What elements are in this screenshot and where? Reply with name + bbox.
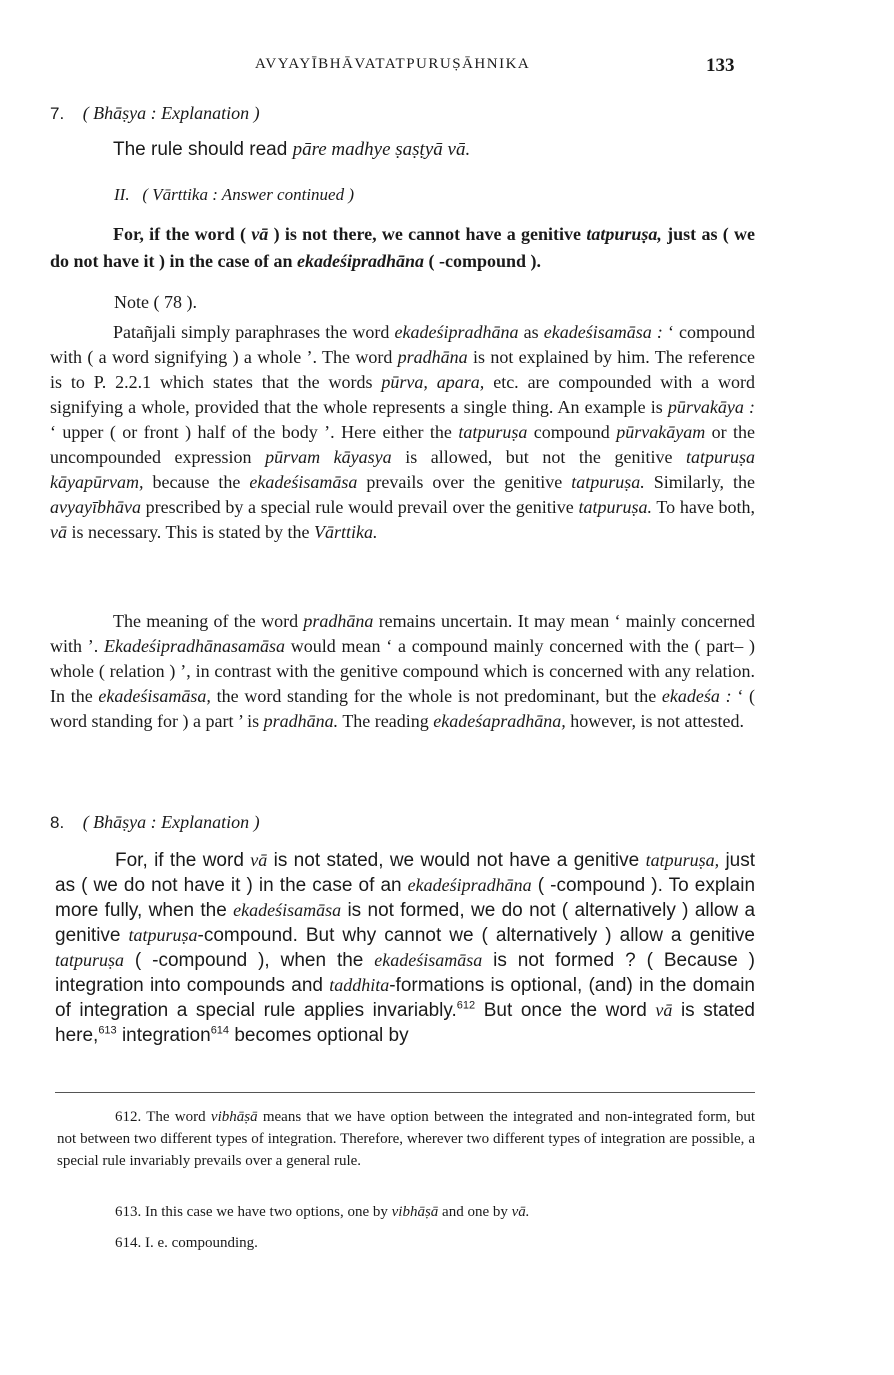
rule-statement: The rule should read pāre madhye ṣaṣṭyā vā. <box>113 139 471 160</box>
footnote-ref-613: 613 <box>98 1024 117 1037</box>
section-number: 8. <box>50 813 65 832</box>
section-title: ( Bhāṣya : Explanation ) <box>82 103 260 123</box>
varttika-text: For, if the word ( vā ) is not there, we cannot have a genitive tatpuruṣa, just as ( we do not have it ) in the case of an ekadeśipradhāna ( -compound ). <box>50 224 756 271</box>
note-label: Note ( 78 ). <box>114 292 197 312</box>
paragraph-1: Patañjali simply paraphrases the word ekadeśipradhāna as ekadeśisamāsa : ‘ compound with ( a word signifying ) a whole ’. The word pradhāna is not explained by him. The reference is to P. 2.2.1 which states that the words pūrva, apara, etc. are compounded with a word signifying a whole, provided that the whole represents a single thing. An example is pūrvakāya : ‘ upper ( or front ) half of the body ’. Here either the tatpuruṣa compound pūrvakāyam or the uncompounded expression pūrvam kāyasya is allowed, but not the genitive tatpuruṣa kāyapūrvam, because the ekadeśisamāsa prevails over the genitive tatpuruṣa. Similarly, the avyayībhāva prescribed by a special rule would prevail over the genitive tatpuruṣa. To have both, vā is necessary. This is stated by the Vārttika. <box>50 322 756 542</box>
footnote-ref-614: 614 <box>210 1024 230 1037</box>
footnote-614: 614. I. e. compounding. <box>115 1235 258 1251</box>
section-8-heading <box>50 812 260 833</box>
varttika-title: ( Vārttika : Answer continued ) <box>142 185 355 204</box>
section-7-heading <box>50 103 260 124</box>
varttika-heading <box>114 185 354 205</box>
footnote-612: 612. The word vibhāṣā means that we have option between the integrated and non-integrated form, but not between two different types of integration. Therefore, wherever two different types of integration are possible, a special rule invariably prevails over a general rule. <box>57 1109 756 1169</box>
page-number: 133 <box>706 55 735 76</box>
section-title: ( Bhāṣya : Explanation ) <box>82 812 260 832</box>
footnote-ref-612: 612 <box>456 999 476 1012</box>
paragraph-2: The meaning of the word pradhāna remains uncertain. It may mean ‘ mainly concerned with ’. Ekadeśipradhānasamāsa would mean ‘ a compound mainly concerned with the ( part– ) whole ( relation ) ’, in contrast with the genitive compound which is concerned with any relation. In the ekadeśisamāsa, the word standing for the whole is not predominant, but the ekadeśa : ‘ ( word standing for ) a part ’ is pradhāna. The reading ekadeśapradhāna, however, is not attested. <box>50 611 756 731</box>
footnote-divider <box>55 1092 755 1093</box>
varttika-label: II. <box>114 185 130 204</box>
paragraph-3: For, if the word vā is not stated, we would not have a genitive tatpuruṣa, just as ( we do not have it ) in the case of an ekadeśipradhāna ( -compound ). To explain more fully, when the ekadeśisamāsa is not formed, we do not ( alternatively ) allow a genitive tatpuruṣa-compound. But why cannot we ( alternatively ) allow a genitive tatpuruṣa ( -compound ), when the ekadeśisamāsa is not formed ? ( Because ) integration into compounds and taddhita-formations is optional, (and) in the domain of integration a special rule applies invariably.$^{612}$ But once the word vā is stated here,$^{613}$ integration$^{614}$ becomes optional by <box>55 850 756 1046</box>
footnote-613: 613. In this case we have two options, one by vibhāṣā and one by vā. <box>115 1204 530 1220</box>
section-number: 7. <box>50 104 65 123</box>
running-header: AVYAYĪBHĀVATATPURUṢĀHNIKA <box>255 56 531 72</box>
